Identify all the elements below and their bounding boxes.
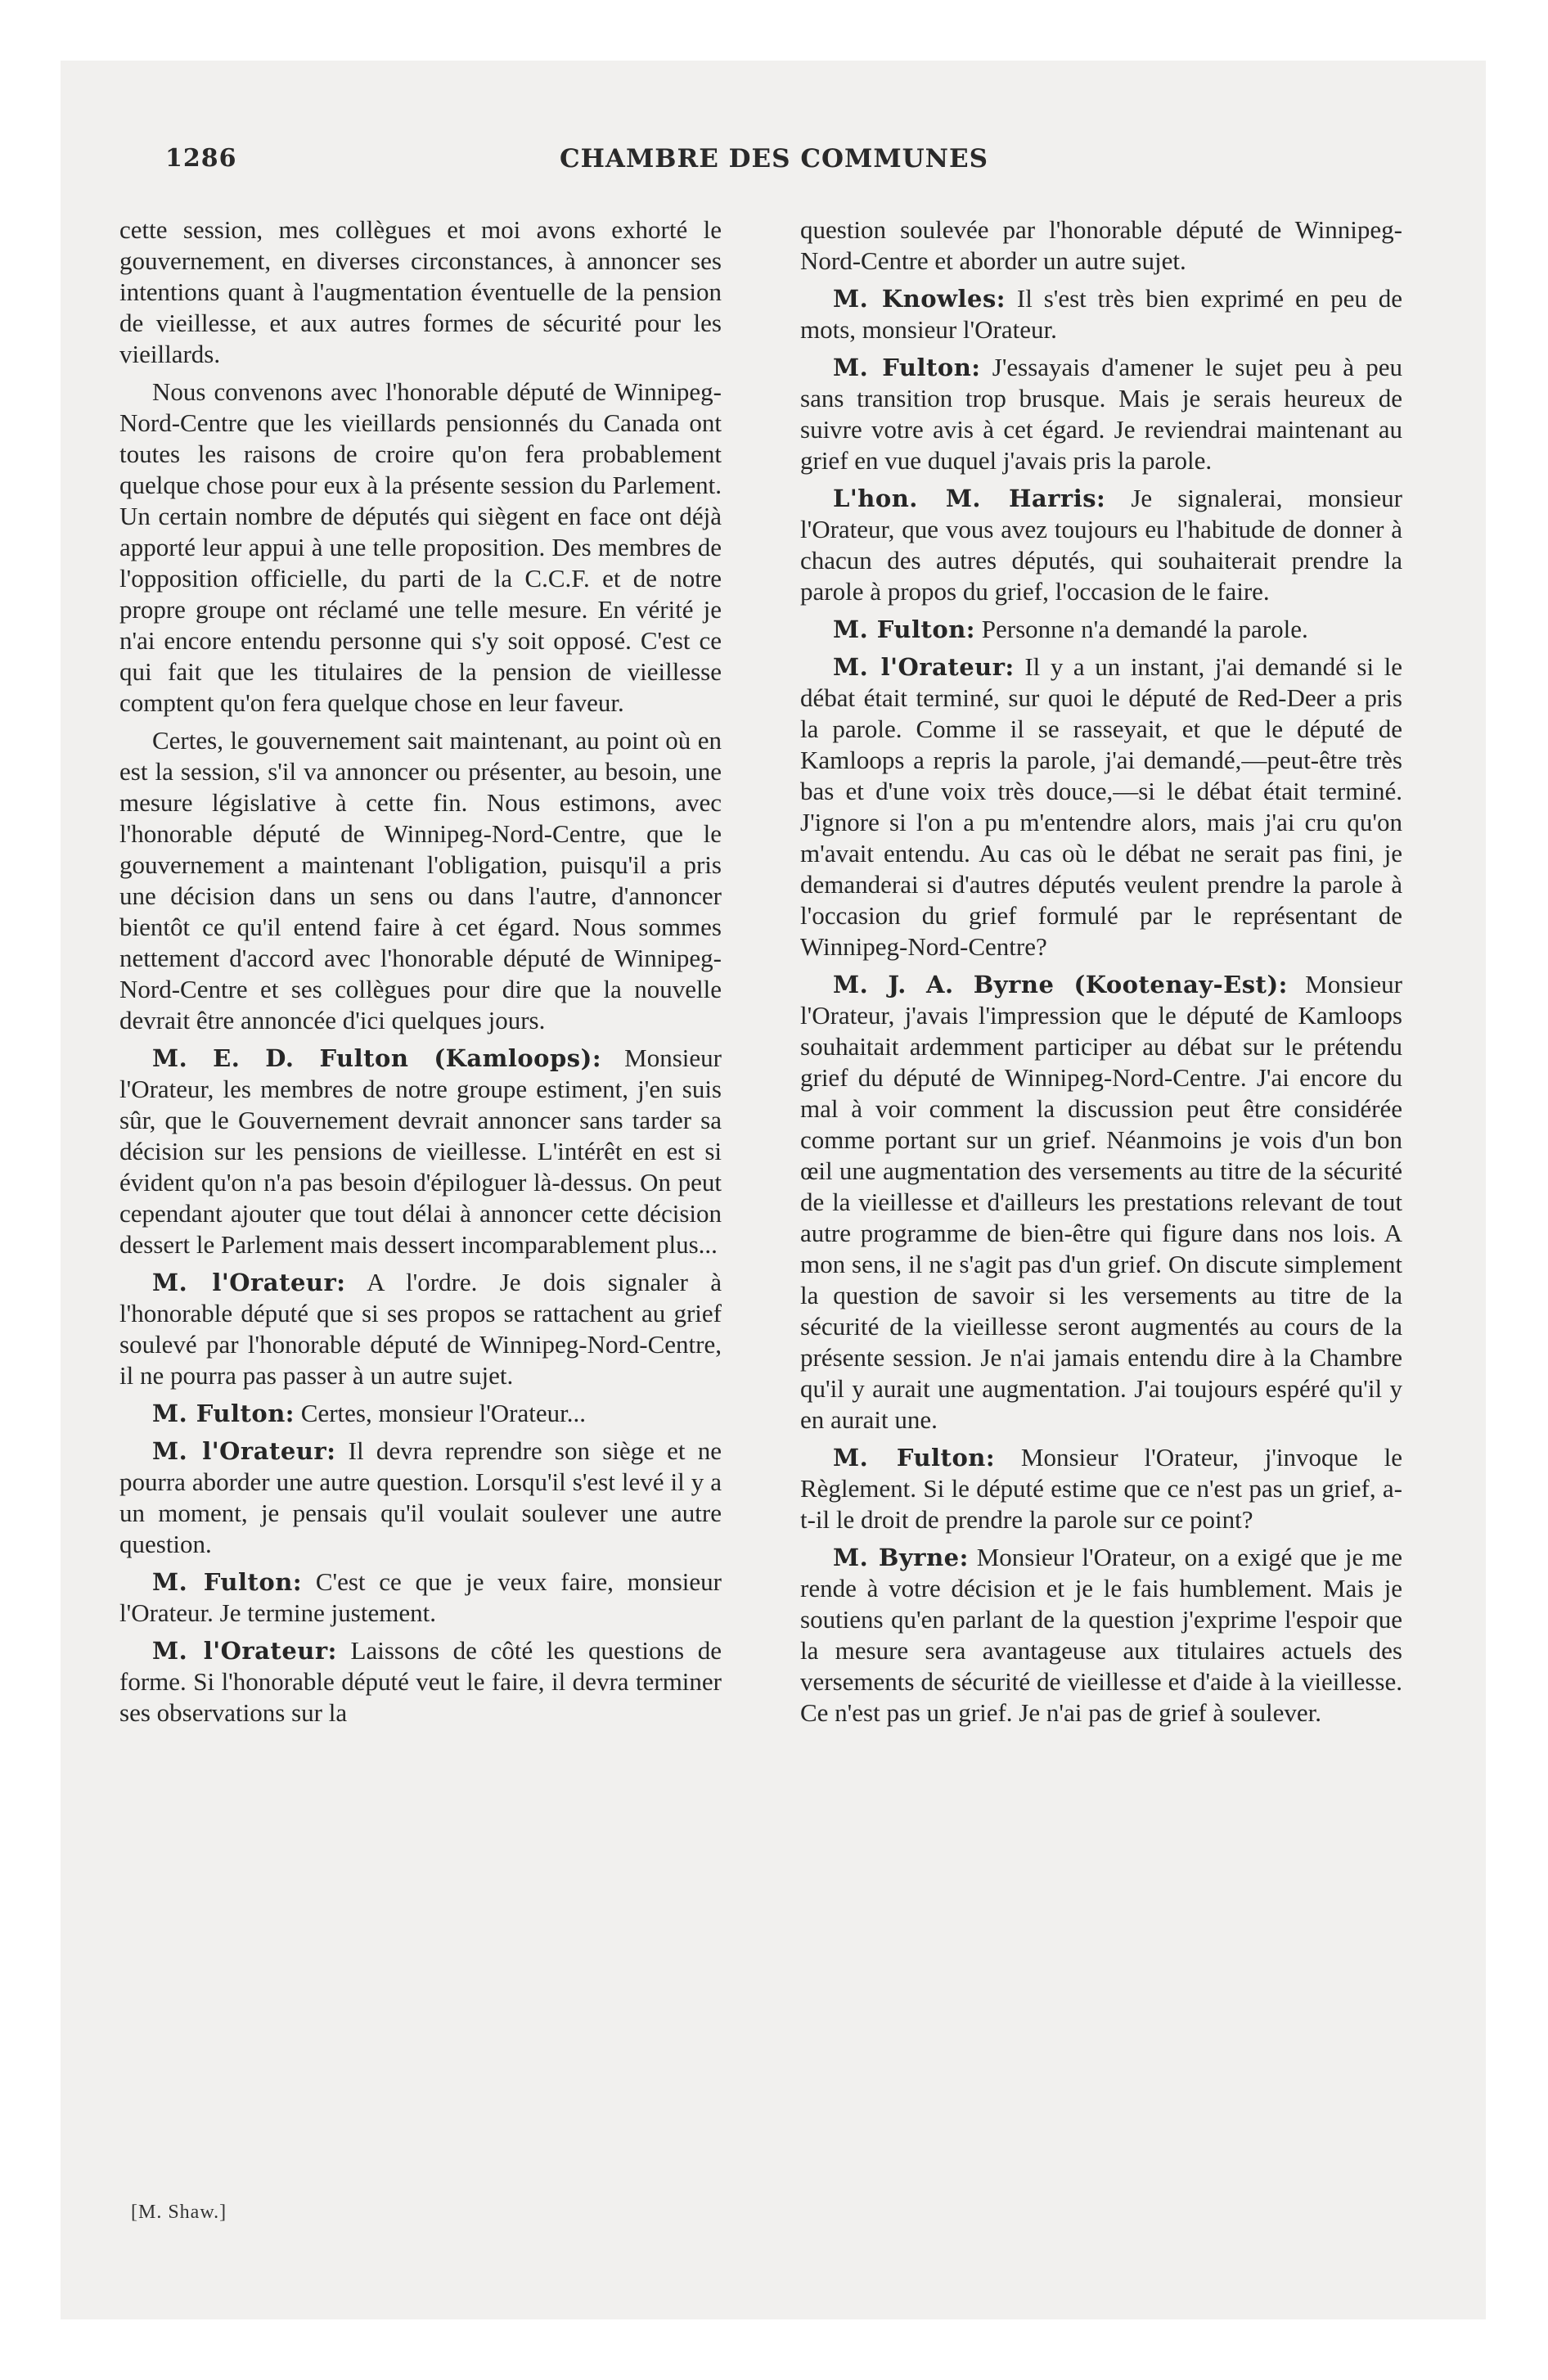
paragraph-text: Il s'est très bien exprimé en peu de mots, monsieur l'Orateur. — [800, 284, 1403, 344]
speaker-name: M. Knowles: — [833, 285, 1006, 313]
paragraph-text: Monsieur l'Orateur, on a exigé que je me rende à votre décision et je le fais humblement. Mais je soutiens qu'en parlant de la question j'exprime l'espoir que la mesure sera avantageuse aux titulaires actuels des versements de sécurité de vieillesse et d'aide à la vieillesse. Ce n'est pas un grief. Je n'ai pas de grief à soulever. — [800, 1543, 1402, 1727]
paragraph — [119, 1566, 722, 1629]
paragraph — [119, 725, 722, 1036]
paragraph — [119, 1635, 722, 1729]
paragraph — [800, 214, 1402, 277]
paragraph-text: A l'ordre. Je dois signaler à l'honorable député que si ses propos se rattachent au grief soulevé par l'honorable député de Winnipeg-Nord-Centre, il ne pourra pas passer à un autre sujet. — [119, 1268, 722, 1390]
paragraph — [800, 352, 1402, 476]
paragraph-text: Nous convenons avec l'honorable député de Winnipeg-Nord-Centre que les vieillards pensionnés du Canada ont toutes les raisons de croire qu'on fera probablement quelque chose pour eux à la présente session du Parlement. Un certain nombre de députés qui siègent en face ont déjà apporté leur appui à une telle proposition. Des membres de l'opposition officielle, du parti de la C.C.F. et de notre propre groupe ont réclamé une telle mesure. En vérité je n'ai encore entendu personne qui s'y soit opposé. C'est ce qui fait que les titulaires de la pension de vieillesse comptent qu'on fera quelque chose en leur faveur. — [119, 377, 722, 717]
paragraph — [800, 651, 1402, 962]
paragraph — [800, 283, 1402, 345]
speaker-name: M. Fulton: — [833, 615, 976, 643]
speaker-name: M. J. A. Byrne (Kootenay-Est): — [833, 971, 1288, 998]
paragraph-text: cette session, mes collègues et moi avons exhorté le gouvernement, en diverses circonstances, à annoncer ses intentions quant à l'augmentation éventuelle de la pension de vieillesse, et aux autres formes de sécurité pour les vieillards. — [119, 215, 722, 368]
speaker-name: M. l'Orateur: — [152, 1437, 336, 1465]
paragraph-text: Certes, monsieur l'Orateur... — [300, 1399, 586, 1427]
paragraph — [119, 1043, 722, 1260]
paragraph-text: J'essayais d'amener le sujet peu à peu sans transition trop brusque. Mais je serais heureux de suivre votre avis à cet égard. Je reviendrai maintenant au grief en vue duquel j'avais pris la parole. — [800, 353, 1402, 475]
left-column — [119, 214, 722, 1735]
paragraph-text: Personne n'a demandé la parole. — [981, 615, 1308, 643]
paragraph-text: Laissons de côté les questions de forme. Si l'honorable député veut le faire, il devra terminer ses observations sur la — [119, 1636, 722, 1727]
page-header — [165, 144, 1383, 183]
paragraph-text: Monsieur l'Orateur, les membres de notre groupe estiment, j'en suis sûr, que le Gouvernement devrait annoncer sans tarder sa décision sur les pensions de vieillesse. L'intérêt en est si évident qu'on n'a pas besoin d'épiloguer là-dessus. On peut cependant ajouter que tout délai à annoncer cette décision dessert le Parlement mais dessert incomparablement plus... — [119, 1044, 722, 1259]
speaker-name: M. Byrne: — [833, 1544, 969, 1571]
paragraph-text: Je signalerai, monsieur l'Orateur, que vous avez toujours eu l'habitude de donner à chacun des autres députés, qui souhaiterait prendre la parole à propos du grief, l'occasion de le faire. — [800, 484, 1402, 606]
paragraph — [119, 214, 722, 370]
paragraph — [800, 614, 1402, 645]
speaker-name: L'hon. M. Harris: — [833, 485, 1106, 512]
paragraph — [119, 1436, 722, 1560]
paragraph-text: Il y a un instant, j'ai demandé si le débat était terminé, sur quoi le député de Red-Deer a pris la parole. Comme il se rasseyait, et que le député de Kamloops a repris la parole, j'ai demandé,—peut-être très bas et d'une voix très douce,—si le débat était terminé. J'ignore si l'on a pu m'entendre alors, mais j'ai cru qu'on m'avait entendu. Au cas où le débat ne serait pas fini, je demanderai si d'autres députés veulent prendre la parole à l'occasion du grief formulé par le représentant de Winnipeg-Nord-Centre? — [800, 652, 1403, 961]
speaker-name: M. Fulton: — [152, 1400, 295, 1427]
paragraph — [800, 483, 1402, 607]
right-column — [800, 214, 1402, 1735]
speaker-name: M. Fulton: — [833, 1444, 996, 1472]
paragraph — [800, 1442, 1402, 1535]
speaker-name: M. l'Orateur: — [152, 1269, 346, 1296]
footer-note: [M. Shaw.] — [131, 2202, 227, 2223]
paragraph-text: Monsieur l'Orateur, j'avais l'impression que le député de Kamloops souhaitait ardemment participer au débat sur le prétendu grief du député de Winnipeg-Nord-Centre. J'ai encore du mal à voir comment la discussion peut être considérée comme portant sur un grief. Néanmoins je vois d'un bon œil une augmentation des versements au titre de la sécurité de la vieillesse et d'ailleurs les prestations relevant de tout autre programme de bien-être qui figure dans nos lois. A mon sens, il ne s'agit pas d'un grief. On discute simplement la question de savoir si les versements au titre de la sécurité de la vieillesse seront augmentés au cours de la présente session. Je n'ai jamais entendu dire à la Chambre qu'il y aurait une augmentation. J'ai toujours espéré qu'il y en aurait une. — [800, 970, 1402, 1434]
paragraph-text: question soulevée par l'honorable député de Winnipeg-Nord-Centre et aborder un autre sujet. — [800, 215, 1402, 275]
page-number: 1286 — [165, 144, 237, 173]
paragraph-text: Il devra reprendre son siège et ne pourra aborder une autre question. Lorsqu'il s'est levé il y a un moment, je pensais qu'il voulait soulever une autre question. — [119, 1436, 722, 1558]
paragraph-text: Certes, le gouvernement sait maintenant, au point où en est la session, s'il va annoncer ou présenter, au besoin, une mesure législative à cette fin. Nous estimons, avec l'honorable député de Winnipeg-Nord-Centre, que le gouvernement a maintenant l'obligation, puisqu'il a pris une décision dans un sens ou dans l'autre, d'annoncer bientôt ce qu'il entend faire à cet égard. Nous sommes nettement d'accord avec l'honorable député de Winnipeg-Nord-Centre et ses collègues pour dire que la nouvelle devrait être annoncée d'ici quelques jours. — [119, 726, 722, 1034]
paragraph-text: C'est ce que je veux faire, monsieur l'Orateur. Je termine justement. — [119, 1567, 722, 1627]
speaker-name: M. Fulton: — [833, 354, 981, 381]
speaker-name: M. l'Orateur: — [152, 1637, 337, 1665]
speaker-name: M. l'Orateur: — [833, 653, 1015, 681]
running-title: CHAMBRE DES COMMUNES — [559, 144, 989, 174]
paragraph-text: Monsieur l'Orateur, j'invoque le Règlement. Si le député estime que ce n'est pas un grief, a-t-il le droit de prendre la parole sur ce point? — [800, 1443, 1403, 1534]
speaker-name: M. Fulton: — [152, 1568, 303, 1596]
paragraph — [119, 1398, 722, 1429]
paragraph — [119, 1267, 722, 1391]
speaker-name: M. E. D. Fulton (Kamloops): — [152, 1044, 602, 1072]
paragraph — [119, 376, 722, 719]
paragraph — [800, 969, 1402, 1436]
paragraph — [800, 1542, 1402, 1729]
